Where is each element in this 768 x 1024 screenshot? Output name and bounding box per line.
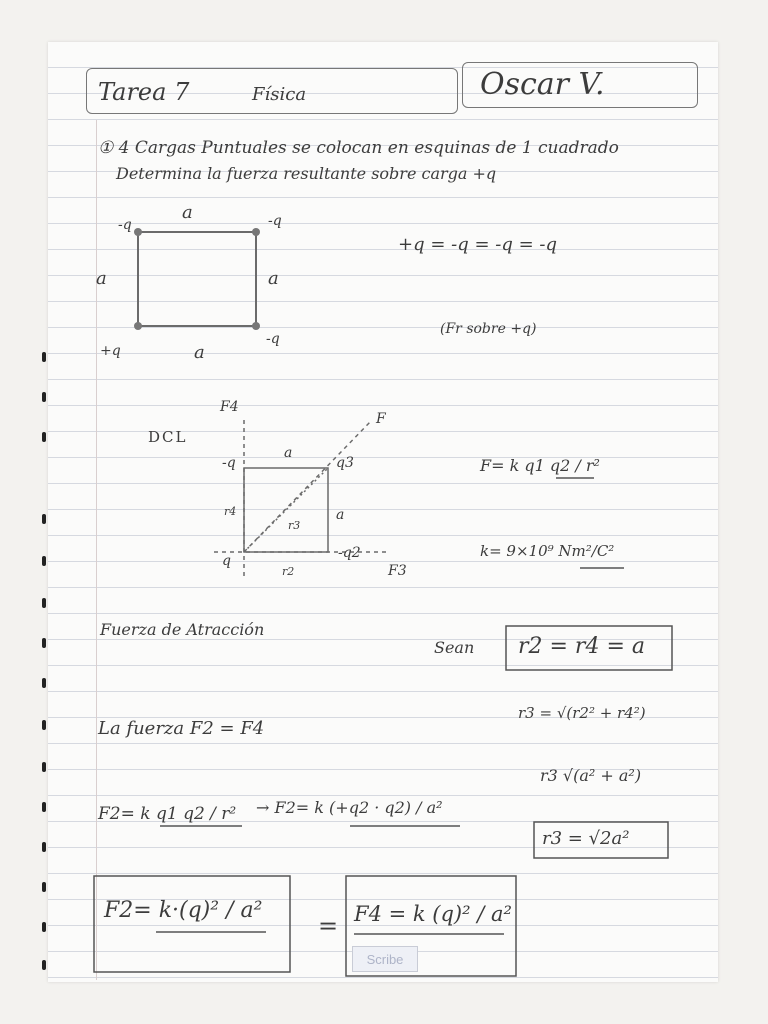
- charge-square: [138, 232, 256, 326]
- problem-line-1: ① 4 Cargas Puntuales se colocan en esquinas de 1 cuadrado: [98, 138, 619, 158]
- r3-substitution: r3 √(a² + a²): [540, 766, 642, 785]
- square-side-left: a: [96, 268, 107, 289]
- dcl-label: DCL: [148, 428, 188, 446]
- dcl-r4-label: r4: [224, 505, 237, 518]
- question-text: (Fr sobre +q): [440, 321, 537, 337]
- force-f-label: F: [376, 411, 386, 427]
- sean-label: Sean: [434, 638, 475, 657]
- dcl-r3-label: r3: [288, 519, 301, 532]
- r3-result: r3 = √2a²: [542, 828, 630, 849]
- charge-dot: [252, 322, 260, 330]
- square-side-right: a: [268, 268, 279, 289]
- dcl-charge-origin: q: [222, 553, 231, 569]
- force-f3-label: F3: [388, 563, 407, 579]
- charges-equal: +q = -q = -q = -q: [398, 234, 557, 255]
- square-side-top: a: [182, 202, 193, 223]
- dcl-side-right: a: [336, 507, 345, 523]
- square-side-bottom: a: [194, 342, 205, 363]
- charge-bottom-left: +q: [100, 343, 121, 359]
- charge-top-right: -q: [268, 213, 282, 229]
- dcl-r2-label: r2: [282, 565, 295, 578]
- problem-line-2: Determina la fuerza resultante sobre carga +q: [116, 164, 497, 183]
- assignment-title: Tarea 7: [98, 78, 190, 106]
- dcl-charge-top-right: q3: [336, 455, 354, 471]
- charge-bottom-right: -q: [266, 331, 280, 347]
- charge-dot: [134, 228, 142, 236]
- charge-dot: [134, 322, 142, 330]
- equals-sign: =: [318, 912, 339, 940]
- force-equality: La fuerza F2 = F4: [98, 718, 265, 739]
- charge-dot: [252, 228, 260, 236]
- f4-final-formula: F4 = k (q)² / a²: [354, 902, 512, 926]
- student-name: Oscar V.: [480, 67, 605, 102]
- k-constant: k= 9×10⁹ Nm²/C²: [480, 542, 615, 560]
- f2-final-formula: F2= k·(q)² / a²: [104, 898, 263, 923]
- force-f4-label: F4: [220, 399, 239, 415]
- dcl-charge-right: -q2: [338, 545, 361, 561]
- charge-top-left: -q: [118, 217, 132, 233]
- f2-definition: F2= k q1 q2 / r²: [98, 804, 237, 824]
- f2-substitution: → F2= k (+q2 · q2) / a²: [256, 798, 443, 817]
- dcl-charge-top-left: -q: [222, 455, 236, 471]
- dcl-side-top: a: [284, 445, 293, 461]
- coulomb-formula: F= k q1 q2 / r²: [480, 456, 600, 475]
- dcl-diagram: [214, 420, 390, 580]
- subject-title: Física: [252, 84, 307, 105]
- r3-definition: r3 = √(r2² + r4²): [518, 704, 646, 722]
- scribe-watermark: Scribe: [352, 946, 418, 972]
- attraction-label: Fuerza de Atracción: [100, 620, 265, 639]
- r-equality: r2 = r4 = a: [518, 634, 645, 659]
